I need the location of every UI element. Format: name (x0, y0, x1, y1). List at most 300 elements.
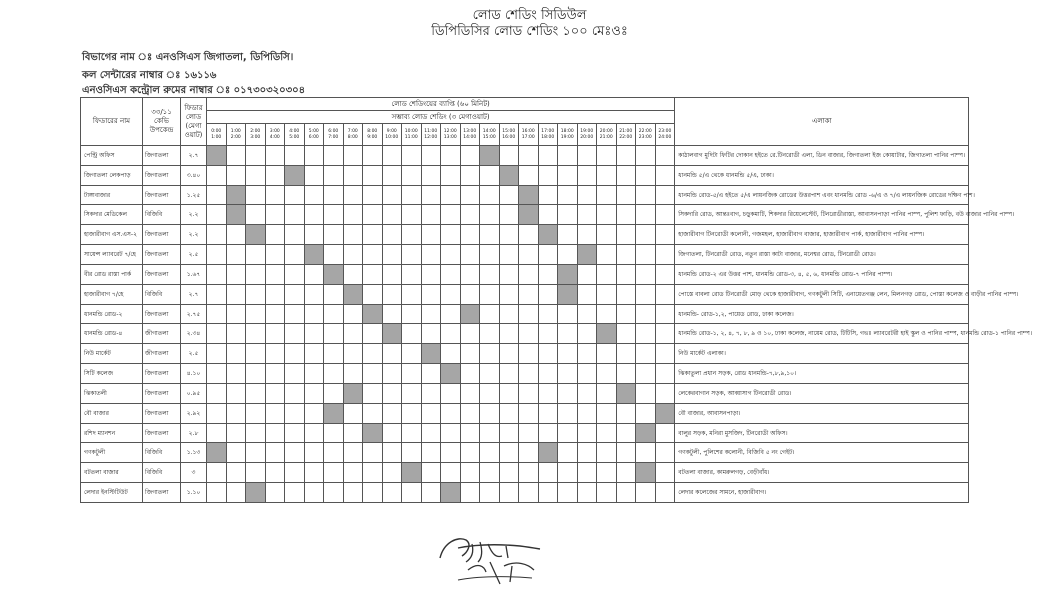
time-slot-from: 23:00 (658, 128, 672, 134)
shed-slot-cell (577, 245, 597, 265)
shed-slot-cell (538, 225, 558, 245)
shed-slot-cell (226, 185, 246, 205)
time-slot-header (324, 124, 344, 146)
empty-slot-cell (207, 344, 227, 364)
empty-slot-cell (538, 423, 558, 443)
empty-slot-cell (616, 423, 636, 443)
empty-slot-cell (324, 423, 344, 443)
feeder-load: ১.৬৭ (181, 264, 207, 284)
feeder-name: ধানমন্ডি রোড-৪ (81, 324, 143, 344)
empty-slot-cell (246, 146, 266, 166)
empty-slot-cell (655, 264, 675, 284)
empty-slot-cell (499, 344, 519, 364)
empty-slot-cell (597, 264, 617, 284)
time-slot-header (519, 124, 539, 146)
empty-slot-cell (538, 245, 558, 265)
empty-slot-cell (402, 403, 422, 423)
empty-slot-cell (324, 205, 344, 225)
time-slot-header (499, 124, 519, 146)
empty-slot-cell (558, 304, 578, 324)
time-slot-header (363, 124, 383, 146)
shed-slot-cell (597, 324, 617, 344)
empty-slot-cell (343, 304, 363, 324)
empty-slot-cell (402, 245, 422, 265)
empty-slot-cell (363, 185, 383, 205)
empty-slot-cell (343, 185, 363, 205)
time-slot-to: 16:00 (502, 134, 516, 140)
feeder-name: লেদার ইনস্টিটিউট (81, 483, 143, 503)
empty-slot-cell (304, 383, 324, 403)
empty-slot-cell (207, 185, 227, 205)
empty-slot-cell (441, 403, 461, 423)
load-shedding-table (80, 97, 1032, 503)
empty-slot-cell (655, 483, 675, 503)
table-row (81, 264, 969, 284)
area-description: সিকদারি রোড, আন্তঃবাগ, চড়ুকমাটি, শিকদার রিয়েলেস্টেট, টিনরোডীরাস্তা, আবাসনপাড়া পানির পাম্প, পুলিশ ফাড়ি, বউ বাজার পানির পাম্প। (675, 205, 969, 225)
empty-slot-cell (655, 185, 675, 205)
empty-slot-cell (616, 483, 636, 503)
empty-slot-cell (226, 165, 246, 185)
empty-slot-cell (480, 423, 500, 443)
feeder-name: হাজারীবাগ ৭/হে (81, 284, 143, 304)
time-slot-header (655, 124, 675, 146)
empty-slot-cell (480, 443, 500, 463)
empty-slot-cell (402, 165, 422, 185)
time-slot-header (616, 124, 636, 146)
area-description: ঝিকাতুলা প্রধান সড়ক, রোড ধানমন্ডি-৭,৮,৯,১০। (675, 364, 969, 384)
time-slot-from: 22:00 (638, 128, 652, 134)
empty-slot-cell (480, 364, 500, 384)
empty-slot-cell (460, 264, 480, 284)
shed-slot-cell (655, 403, 675, 423)
empty-slot-cell (441, 185, 461, 205)
substation-name: জিগাতলা (143, 245, 181, 265)
empty-slot-cell (519, 324, 539, 344)
empty-slot-cell (246, 364, 266, 384)
time-slot-header (538, 124, 558, 146)
document-subtitle: ডিপিডিসির লোড শেডিং ১০০ মেঃওঃ (431, 24, 628, 39)
empty-slot-cell (226, 483, 246, 503)
empty-slot-cell (636, 443, 656, 463)
empty-slot-cell (538, 185, 558, 205)
empty-slot-cell (421, 185, 441, 205)
shed-slot-cell (246, 483, 266, 503)
empty-slot-cell (519, 284, 539, 304)
empty-slot-cell (519, 423, 539, 443)
empty-slot-cell (265, 185, 285, 205)
empty-slot-cell (519, 146, 539, 166)
substation-name: জিগাতলা (143, 146, 181, 166)
feeder-name: জিগাতলা লেকপাড় (81, 165, 143, 185)
empty-slot-cell (343, 443, 363, 463)
time-slot-from: 21:00 (619, 128, 633, 134)
empty-slot-cell (304, 423, 324, 443)
time-slot-header (265, 124, 285, 146)
time-slot-header (246, 124, 266, 146)
empty-slot-cell (519, 463, 539, 483)
empty-slot-cell (402, 146, 422, 166)
time-slot-header (285, 124, 305, 146)
empty-slot-cell (519, 364, 539, 384)
empty-slot-cell (246, 205, 266, 225)
empty-slot-cell (636, 344, 656, 364)
feeder-header: ফিডারের নাম (81, 98, 143, 146)
empty-slot-cell (441, 205, 461, 225)
empty-slot-cell (558, 423, 578, 443)
empty-slot-cell (655, 324, 675, 344)
time-slot-from: 20:00 (599, 128, 613, 134)
empty-slot-cell (597, 304, 617, 324)
feeder-name: টাঙ্গাবাজার (81, 185, 143, 205)
empty-slot-cell (265, 383, 285, 403)
empty-slot-cell (226, 304, 246, 324)
empty-slot-cell (382, 264, 402, 284)
empty-slot-cell (363, 403, 383, 423)
empty-slot-cell (558, 403, 578, 423)
empty-slot-cell (460, 324, 480, 344)
empty-slot-cell (597, 463, 617, 483)
shed-slot-cell (382, 324, 402, 344)
shed-slot-cell (421, 344, 441, 364)
empty-slot-cell (382, 205, 402, 225)
empty-slot-cell (616, 245, 636, 265)
table-row (81, 383, 969, 403)
empty-slot-cell (460, 364, 480, 384)
empty-slot-cell (304, 205, 324, 225)
substation-name: জিগাতলা (143, 403, 181, 423)
feeder-name: হাজারীবাগ এস.এস-২ (81, 225, 143, 245)
empty-slot-cell (636, 165, 656, 185)
empty-slot-cell (460, 245, 480, 265)
feeder-load: ০.৯৫ (181, 383, 207, 403)
time-slot-from: 14:00 (482, 128, 496, 134)
empty-slot-cell (285, 403, 305, 423)
shed-slot-cell (519, 185, 539, 205)
empty-slot-cell (519, 383, 539, 403)
empty-slot-cell (538, 284, 558, 304)
time-slot-to: 17:00 (521, 134, 535, 140)
empty-slot-cell (382, 443, 402, 463)
empty-slot-cell (577, 344, 597, 364)
area-description: ধানমন্ডি রোড-৫/এ হইতে ৫/এ লায়নজিক রোডের উত্তরপাশ এবং ধানমন্ডি রোড -৬/এ ও ৭/এ লায়নজিক রোডের দক্ষিণ পাশ। (675, 185, 969, 205)
substation-name: জিগাতলা (143, 483, 181, 503)
shed-slot-cell (304, 245, 324, 265)
substation-name: জিগাতলা (143, 264, 181, 284)
empty-slot-cell (402, 264, 422, 284)
empty-slot-cell (616, 344, 636, 364)
empty-slot-cell (499, 403, 519, 423)
time-slot-to: 13:00 (443, 134, 457, 140)
empty-slot-cell (285, 364, 305, 384)
empty-slot-cell (577, 304, 597, 324)
empty-slot-cell (577, 463, 597, 483)
empty-slot-cell (597, 403, 617, 423)
empty-slot-cell (207, 304, 227, 324)
empty-slot-cell (265, 344, 285, 364)
time-slot-header (207, 124, 227, 146)
empty-slot-cell (460, 284, 480, 304)
empty-slot-cell (265, 364, 285, 384)
substation-name: জিগাতলা (143, 383, 181, 403)
empty-slot-cell (460, 403, 480, 423)
empty-slot-cell (538, 205, 558, 225)
empty-slot-cell (207, 264, 227, 284)
empty-slot-cell (226, 403, 246, 423)
substation-name: বিজিবি (143, 443, 181, 463)
shed-slot-cell (636, 423, 656, 443)
empty-slot-cell (324, 185, 344, 205)
shed-slot-cell (285, 165, 305, 185)
area-description: জিগাতলা, টিনরোডী রোড, নতুন রাস্তা কাটা বাজার, মনেশ্বর রোড, টিনরোডী রোড। (675, 245, 969, 265)
empty-slot-cell (285, 443, 305, 463)
empty-slot-cell (538, 304, 558, 324)
time-slot-to: 12:00 (424, 134, 438, 140)
empty-slot-cell (616, 304, 636, 324)
shed-slot-cell (636, 463, 656, 483)
empty-slot-cell (265, 423, 285, 443)
substation-name: জিগাতলা (143, 225, 181, 245)
empty-slot-cell (285, 245, 305, 265)
time-slot-header (343, 124, 363, 146)
feeder-load: ২.২ (181, 225, 207, 245)
empty-slot-cell (265, 245, 285, 265)
empty-slot-cell (655, 245, 675, 265)
empty-slot-cell (558, 205, 578, 225)
empty-slot-cell (402, 225, 422, 245)
empty-slot-cell (636, 225, 656, 245)
shed-slot-cell (460, 304, 480, 324)
empty-slot-cell (285, 423, 305, 443)
empty-slot-cell (402, 324, 422, 344)
empty-slot-cell (265, 443, 285, 463)
empty-slot-cell (324, 225, 344, 245)
shed-slot-cell (441, 483, 461, 503)
empty-slot-cell (285, 383, 305, 403)
empty-slot-cell (460, 225, 480, 245)
feeder-load: ২.৭ (181, 284, 207, 304)
empty-slot-cell (382, 165, 402, 185)
empty-slot-cell (558, 225, 578, 245)
empty-slot-cell (655, 205, 675, 225)
feeder-load: ৩.৪০ (181, 165, 207, 185)
empty-slot-cell (324, 463, 344, 483)
empty-slot-cell (324, 324, 344, 344)
area-header: এলাকা (675, 98, 969, 146)
empty-slot-cell (421, 383, 441, 403)
shed-slot-cell (363, 304, 383, 324)
table-row (81, 344, 969, 364)
empty-slot-cell (304, 483, 324, 503)
empty-slot-cell (363, 463, 383, 483)
empty-slot-cell (577, 205, 597, 225)
empty-slot-cell (343, 225, 363, 245)
area-description: লেকেরবাগান সড়ক, আব্বাসাগ টিনরোডী রোড। (675, 383, 969, 403)
time-slot-to: 20:00 (580, 134, 594, 140)
shed-slot-cell (324, 403, 344, 423)
empty-slot-cell (343, 483, 363, 503)
empty-slot-cell (577, 225, 597, 245)
time-slot-header (460, 124, 480, 146)
empty-slot-cell (285, 225, 305, 245)
area-description: নিউ মার্কেট এলাকা। (675, 344, 969, 364)
empty-slot-cell (460, 443, 480, 463)
shed-slot-cell (363, 423, 383, 443)
empty-slot-cell (538, 165, 558, 185)
empty-slot-cell (480, 383, 500, 403)
empty-slot-cell (304, 344, 324, 364)
empty-slot-cell (655, 344, 675, 364)
time-slot-header (597, 124, 617, 146)
empty-slot-cell (226, 284, 246, 304)
empty-slot-cell (577, 264, 597, 284)
empty-slot-cell (441, 463, 461, 483)
area-description: বৌ বাজার, আবাসনপাড়া। (675, 403, 969, 423)
time-slot-header (441, 124, 461, 146)
table-row (81, 403, 969, 423)
empty-slot-cell (207, 423, 227, 443)
empty-slot-cell (207, 284, 227, 304)
empty-slot-cell (655, 284, 675, 304)
empty-slot-cell (636, 364, 656, 384)
empty-slot-cell (226, 225, 246, 245)
empty-slot-cell (304, 364, 324, 384)
empty-slot-cell (265, 403, 285, 423)
empty-slot-cell (207, 245, 227, 265)
empty-slot-cell (246, 463, 266, 483)
substation-name: জীগাতলা (143, 344, 181, 364)
empty-slot-cell (558, 146, 578, 166)
empty-slot-cell (597, 443, 617, 463)
empty-slot-cell (363, 245, 383, 265)
time-slot-from: 19:00 (580, 128, 594, 134)
empty-slot-cell (402, 304, 422, 324)
empty-slot-cell (421, 205, 441, 225)
shed-slot-cell (207, 443, 227, 463)
shed-slot-cell (343, 284, 363, 304)
empty-slot-cell (577, 185, 597, 205)
empty-slot-cell (285, 304, 305, 324)
shed-slot-cell (324, 264, 344, 284)
empty-slot-cell (265, 225, 285, 245)
empty-slot-cell (402, 483, 422, 503)
empty-slot-cell (538, 364, 558, 384)
empty-slot-cell (480, 185, 500, 205)
empty-slot-cell (207, 463, 227, 483)
empty-slot-cell (616, 146, 636, 166)
empty-slot-cell (499, 423, 519, 443)
empty-slot-cell (421, 284, 441, 304)
empty-slot-cell (519, 225, 539, 245)
empty-slot-cell (655, 165, 675, 185)
empty-slot-cell (285, 483, 305, 503)
area-description: ধানমন্ডি রোড-২ এর উত্তর পাশ, ধানমন্ডি রোড-৩, ৪, ৫, ৬, ধানমন্ডি রোড-৭ পানির পাম্প। (675, 264, 969, 284)
empty-slot-cell (363, 324, 383, 344)
table-row (81, 146, 969, 166)
empty-slot-cell (265, 284, 285, 304)
empty-slot-cell (519, 264, 539, 284)
time-slot-to: 5:00 (289, 134, 300, 140)
empty-slot-cell (460, 146, 480, 166)
time-slot-header (226, 124, 246, 146)
empty-slot-cell (558, 364, 578, 384)
empty-slot-cell (343, 463, 363, 483)
empty-slot-cell (616, 284, 636, 304)
feeder-name: বীর রোড রাস্তা পার্ক (81, 264, 143, 284)
empty-slot-cell (382, 245, 402, 265)
empty-slot-cell (382, 146, 402, 166)
empty-slot-cell (441, 344, 461, 364)
empty-slot-cell (363, 264, 383, 284)
empty-slot-cell (324, 146, 344, 166)
area-description: হাজারীবাগ টিনরোডী কলোনী, গজমহল, হাজারীবাগ বাজার, হাজারীবাগ পার্ক, হাজারীবাগ পানির পাম্প। (675, 225, 969, 245)
empty-slot-cell (538, 344, 558, 364)
empty-slot-cell (285, 205, 305, 225)
empty-slot-cell (577, 364, 597, 384)
empty-slot-cell (577, 165, 597, 185)
empty-slot-cell (343, 165, 363, 185)
empty-slot-cell (343, 264, 363, 284)
empty-slot-cell (597, 483, 617, 503)
feeder-name: সিটি কলেজ (81, 364, 143, 384)
empty-slot-cell (558, 245, 578, 265)
area-description: ধানমন্ডি ৫/এ থেকে ধানমন্ডি ৫/এ, ঢাকা। (675, 165, 969, 185)
empty-slot-cell (285, 463, 305, 483)
empty-slot-cell (480, 304, 500, 324)
empty-slot-cell (207, 403, 227, 423)
empty-slot-cell (558, 324, 578, 344)
empty-slot-cell (616, 443, 636, 463)
possible-shedding-header: সম্ভাব্য লোড শেডিং (৩ মেগাওয়াট) (207, 111, 675, 124)
time-slot-to: 18:00 (541, 134, 555, 140)
empty-slot-cell (324, 344, 344, 364)
feeder-load: ২.৫ (181, 245, 207, 265)
feeder-name: সিকদার মেডিকেল (81, 205, 143, 225)
empty-slot-cell (324, 304, 344, 324)
empty-slot-cell (382, 423, 402, 443)
feeder-load: ২.৯২ (181, 403, 207, 423)
empty-slot-cell (655, 443, 675, 463)
time-slot-to: 6:00 (308, 134, 319, 140)
time-slot-to: 19:00 (560, 134, 574, 140)
empty-slot-cell (343, 245, 363, 265)
empty-slot-cell (616, 225, 636, 245)
shed-slot-cell (499, 165, 519, 185)
time-slot-from: 1:00 (230, 128, 241, 134)
time-slot-header (421, 124, 441, 146)
empty-slot-cell (265, 483, 285, 503)
time-slot-header (558, 124, 578, 146)
empty-slot-cell (304, 463, 324, 483)
empty-slot-cell (207, 165, 227, 185)
substation-name: জিগাতলা (143, 165, 181, 185)
table-row (81, 463, 969, 483)
empty-slot-cell (324, 165, 344, 185)
load-header: ফিডার লোড (মেগা ওয়াট) (181, 98, 207, 146)
empty-slot-cell (304, 225, 324, 245)
table-row (81, 324, 969, 344)
time-slot-from: 8:00 (367, 128, 378, 134)
empty-slot-cell (421, 245, 441, 265)
empty-slot-cell (538, 463, 558, 483)
empty-slot-cell (343, 146, 363, 166)
table-row (81, 165, 969, 185)
empty-slot-cell (616, 403, 636, 423)
table-row (81, 205, 969, 225)
empty-slot-cell (441, 324, 461, 344)
empty-slot-cell (421, 146, 441, 166)
empty-slot-cell (285, 284, 305, 304)
feeder-load: ২.৫ (181, 344, 207, 364)
